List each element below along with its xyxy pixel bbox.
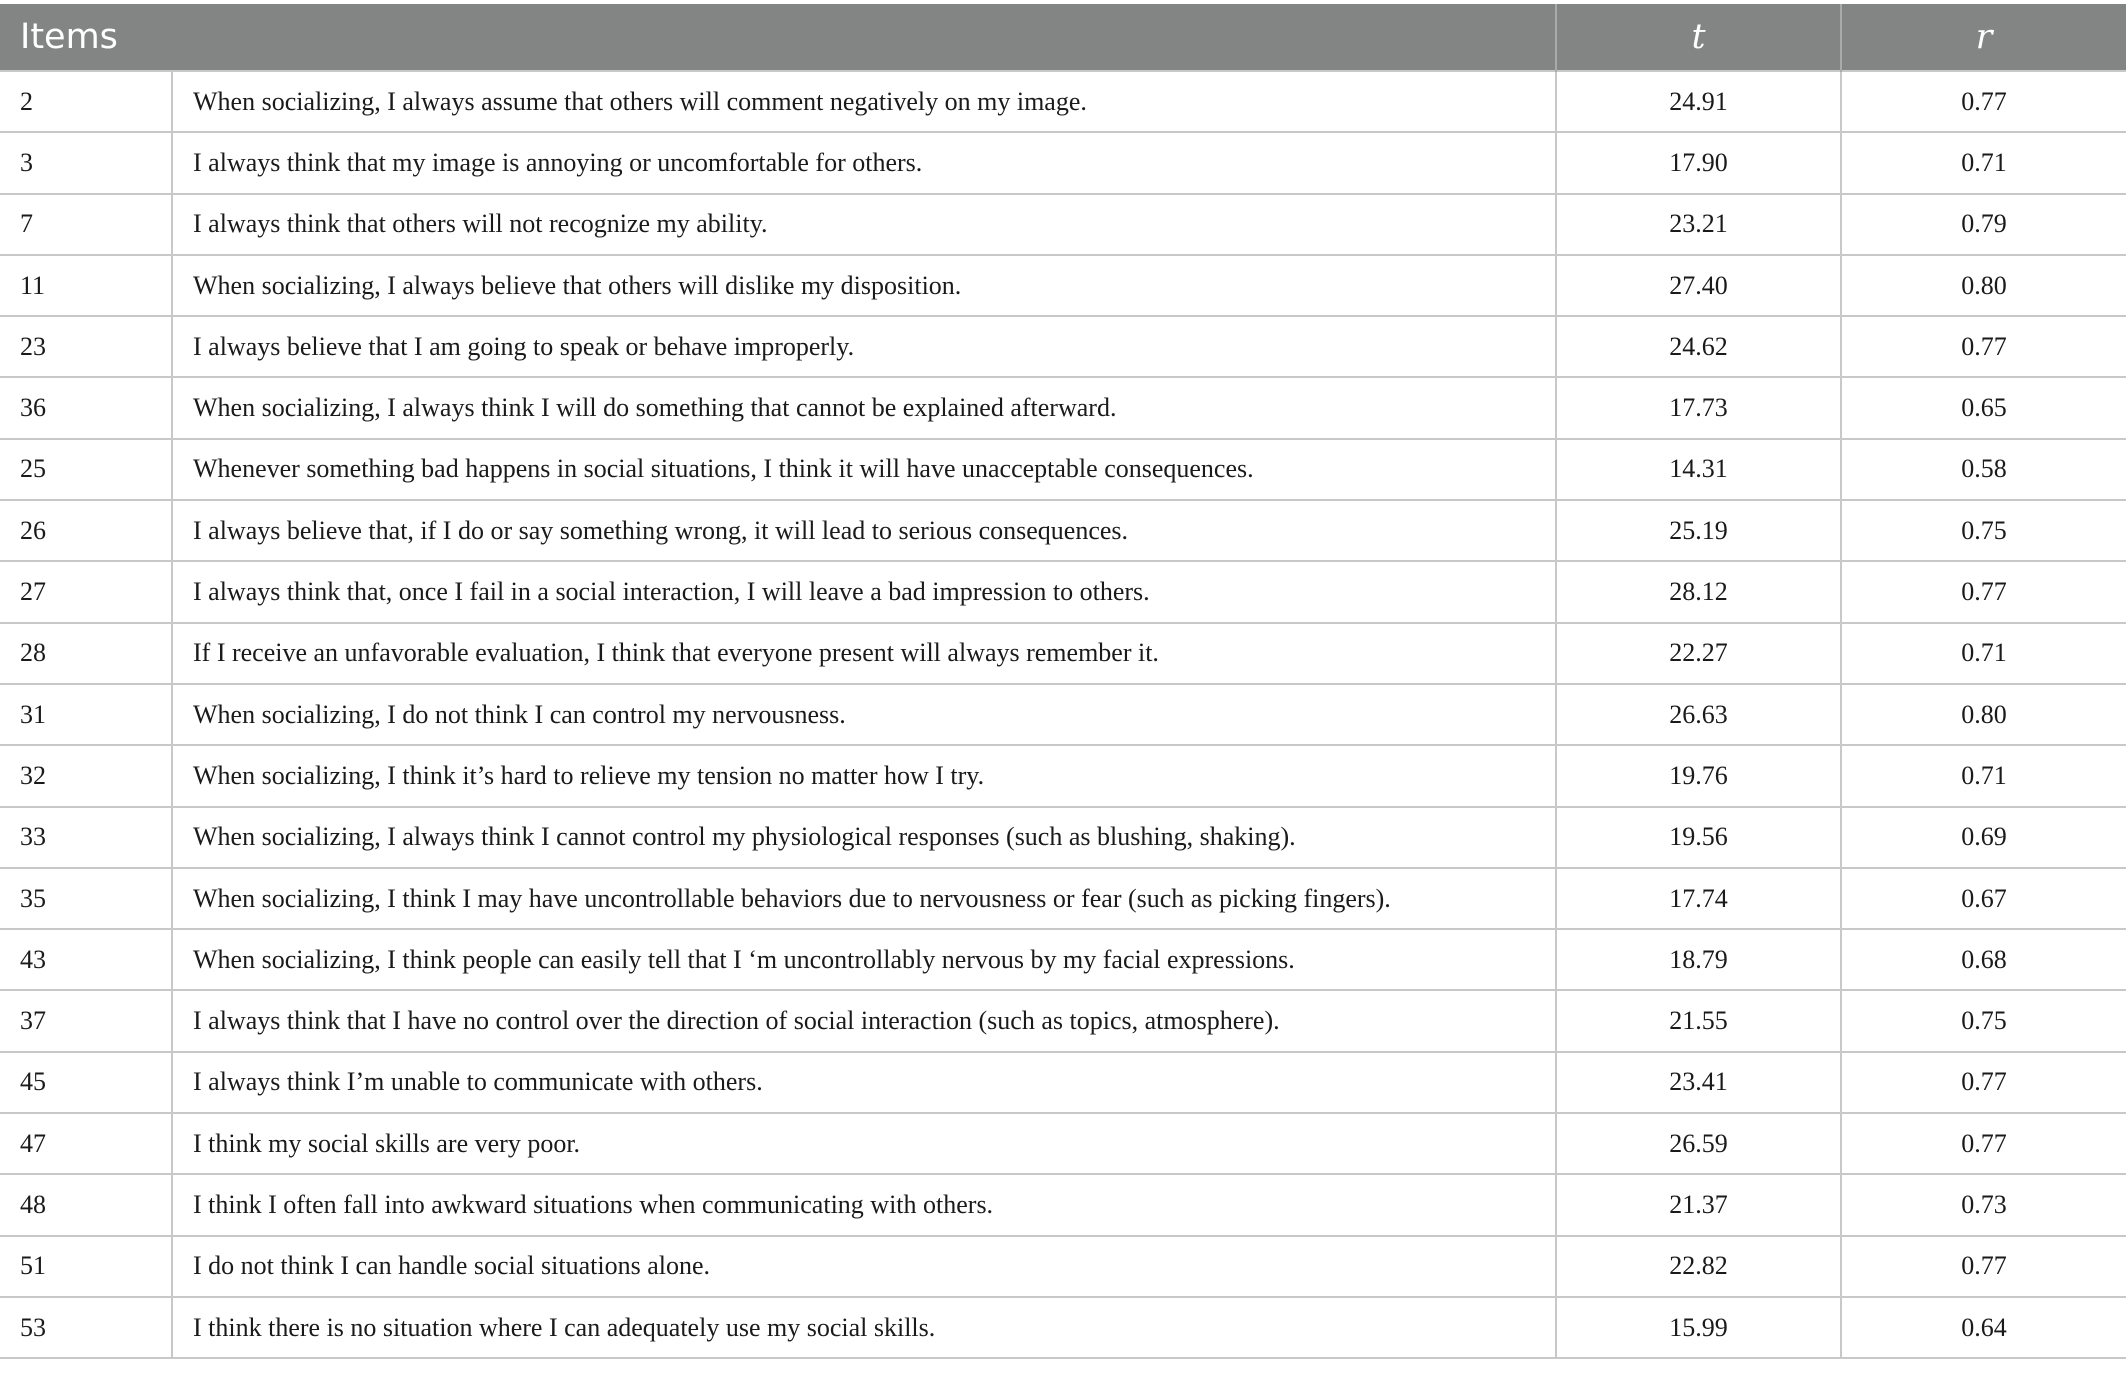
items-table bbox=[0, 4, 2126, 1359]
table-row bbox=[0, 1052, 2126, 1113]
table-row bbox=[0, 377, 2126, 438]
table-row bbox=[0, 1236, 2126, 1297]
table-row bbox=[0, 623, 2126, 684]
header-r: r bbox=[1841, 4, 2126, 71]
table-row bbox=[0, 439, 2126, 500]
item-number-cell: 25 bbox=[0, 439, 172, 500]
item-text-cell: I do not think I can handle social situations alone. bbox=[172, 1236, 1556, 1297]
t-value-cell: 21.55 bbox=[1556, 990, 1841, 1051]
item-number-cell: 3 bbox=[0, 132, 172, 193]
t-value-cell: 25.19 bbox=[1556, 500, 1841, 561]
table-row bbox=[0, 990, 2126, 1051]
item-number-cell: 27 bbox=[0, 561, 172, 622]
r-value-cell: 0.77 bbox=[1841, 1052, 2126, 1113]
item-text-cell: I always think that, once I fail in a social interaction, I will leave a bad impression to others. bbox=[172, 561, 1556, 622]
item-text-cell: When socializing, I always believe that others will dislike my disposition. bbox=[172, 255, 1556, 316]
r-value-cell: 0.58 bbox=[1841, 439, 2126, 500]
item-number-cell: 11 bbox=[0, 255, 172, 316]
t-value-cell: 15.99 bbox=[1556, 1297, 1841, 1358]
r-value-cell: 0.75 bbox=[1841, 990, 2126, 1051]
t-value-cell: 23.41 bbox=[1556, 1052, 1841, 1113]
table-row bbox=[0, 132, 2126, 193]
header-row bbox=[0, 4, 2126, 71]
r-value-cell: 0.77 bbox=[1841, 1236, 2126, 1297]
item-number-cell: 45 bbox=[0, 1052, 172, 1113]
t-value-cell: 21.37 bbox=[1556, 1174, 1841, 1235]
r-value-cell: 0.71 bbox=[1841, 745, 2126, 806]
item-number-cell: 23 bbox=[0, 316, 172, 377]
r-value-cell: 0.75 bbox=[1841, 500, 2126, 561]
item-number-cell: 31 bbox=[0, 684, 172, 745]
table-row bbox=[0, 316, 2126, 377]
item-text-cell: When socializing, I think people can easily tell that I ‘m uncontrollably nervous by my facial expressions. bbox=[172, 929, 1556, 990]
r-value-cell: 0.80 bbox=[1841, 684, 2126, 745]
item-text-cell: When socializing, I think it’s hard to relieve my tension no matter how I try. bbox=[172, 745, 1556, 806]
items-table-container bbox=[0, 4, 2126, 1359]
t-value-cell: 19.56 bbox=[1556, 807, 1841, 868]
t-value-cell: 18.79 bbox=[1556, 929, 1841, 990]
r-value-cell: 0.77 bbox=[1841, 1113, 2126, 1174]
item-number-cell: 51 bbox=[0, 1236, 172, 1297]
item-number-cell: 32 bbox=[0, 745, 172, 806]
t-value-cell: 23.21 bbox=[1556, 194, 1841, 255]
item-text-cell: When socializing, I always think I cannot control my physiological responses (such as blushing, shaking). bbox=[172, 807, 1556, 868]
r-value-cell: 0.80 bbox=[1841, 255, 2126, 316]
item-text-cell: I always think that I have no control over the direction of social interaction (such as topics, atmosphere). bbox=[172, 990, 1556, 1051]
t-value-cell: 24.91 bbox=[1556, 71, 1841, 132]
item-text-cell: When socializing, I do not think I can control my nervousness. bbox=[172, 684, 1556, 745]
item-number-cell: 43 bbox=[0, 929, 172, 990]
item-text-cell: I always think that others will not recognize my ability. bbox=[172, 194, 1556, 255]
item-text-cell: When socializing, I always assume that others will comment negatively on my image. bbox=[172, 71, 1556, 132]
item-number-cell: 48 bbox=[0, 1174, 172, 1235]
t-value-cell: 17.73 bbox=[1556, 377, 1841, 438]
t-value-cell: 22.82 bbox=[1556, 1236, 1841, 1297]
item-text-cell: When socializing, I always think I will do something that cannot be explained afterward. bbox=[172, 377, 1556, 438]
table-row bbox=[0, 807, 2126, 868]
item-number-cell: 26 bbox=[0, 500, 172, 561]
item-text-cell: I think there is no situation where I can adequately use my social skills. bbox=[172, 1297, 1556, 1358]
table-row bbox=[0, 255, 2126, 316]
item-number-cell: 2 bbox=[0, 71, 172, 132]
t-value-cell: 14.31 bbox=[1556, 439, 1841, 500]
r-value-cell: 0.68 bbox=[1841, 929, 2126, 990]
item-number-cell: 33 bbox=[0, 807, 172, 868]
item-number-cell: 35 bbox=[0, 868, 172, 929]
table-body bbox=[0, 71, 2126, 1358]
table-row bbox=[0, 684, 2126, 745]
item-number-cell: 28 bbox=[0, 623, 172, 684]
item-number-cell: 36 bbox=[0, 377, 172, 438]
t-value-cell: 26.63 bbox=[1556, 684, 1841, 745]
item-text-cell: Whenever something bad happens in social situations, I think it will have unacceptable consequences. bbox=[172, 439, 1556, 500]
table-row bbox=[0, 71, 2126, 132]
r-value-cell: 0.77 bbox=[1841, 316, 2126, 377]
r-value-cell: 0.65 bbox=[1841, 377, 2126, 438]
header-items: Items bbox=[0, 4, 1556, 71]
item-number-cell: 53 bbox=[0, 1297, 172, 1358]
r-value-cell: 0.69 bbox=[1841, 807, 2126, 868]
t-value-cell: 26.59 bbox=[1556, 1113, 1841, 1174]
item-text-cell: When socializing, I think I may have uncontrollable behaviors due to nervousness or fear (such as picking fingers). bbox=[172, 868, 1556, 929]
t-value-cell: 22.27 bbox=[1556, 623, 1841, 684]
table-row bbox=[0, 561, 2126, 622]
t-value-cell: 24.62 bbox=[1556, 316, 1841, 377]
item-text-cell: I think my social skills are very poor. bbox=[172, 1113, 1556, 1174]
item-text-cell: I think I often fall into awkward situations when communicating with others. bbox=[172, 1174, 1556, 1235]
r-value-cell: 0.77 bbox=[1841, 71, 2126, 132]
r-value-cell: 0.73 bbox=[1841, 1174, 2126, 1235]
r-value-cell: 0.71 bbox=[1841, 623, 2126, 684]
t-value-cell: 19.76 bbox=[1556, 745, 1841, 806]
table-header bbox=[0, 4, 2126, 71]
r-value-cell: 0.77 bbox=[1841, 561, 2126, 622]
item-text-cell: If I receive an unfavorable evaluation, I think that everyone present will always remember it. bbox=[172, 623, 1556, 684]
header-t: t bbox=[1556, 4, 1841, 71]
item-text-cell: I always believe that, if I do or say something wrong, it will lead to serious consequences. bbox=[172, 500, 1556, 561]
table-row bbox=[0, 929, 2126, 990]
item-number-cell: 47 bbox=[0, 1113, 172, 1174]
item-text-cell: I always believe that I am going to speak or behave improperly. bbox=[172, 316, 1556, 377]
table-row bbox=[0, 1297, 2126, 1358]
t-value-cell: 17.74 bbox=[1556, 868, 1841, 929]
r-value-cell: 0.64 bbox=[1841, 1297, 2126, 1358]
table-row bbox=[0, 745, 2126, 806]
t-value-cell: 28.12 bbox=[1556, 561, 1841, 622]
item-number-cell: 7 bbox=[0, 194, 172, 255]
t-value-cell: 17.90 bbox=[1556, 132, 1841, 193]
r-value-cell: 0.67 bbox=[1841, 868, 2126, 929]
item-number-cell: 37 bbox=[0, 990, 172, 1051]
item-text-cell: I always think I’m unable to communicate with others. bbox=[172, 1052, 1556, 1113]
r-value-cell: 0.79 bbox=[1841, 194, 2126, 255]
table-row bbox=[0, 500, 2126, 561]
table-row bbox=[0, 868, 2126, 929]
item-text-cell: I always think that my image is annoying or uncomfortable for others. bbox=[172, 132, 1556, 193]
t-value-cell: 27.40 bbox=[1556, 255, 1841, 316]
table-row bbox=[0, 1113, 2126, 1174]
table-row bbox=[0, 194, 2126, 255]
r-value-cell: 0.71 bbox=[1841, 132, 2126, 193]
table-row bbox=[0, 1174, 2126, 1235]
